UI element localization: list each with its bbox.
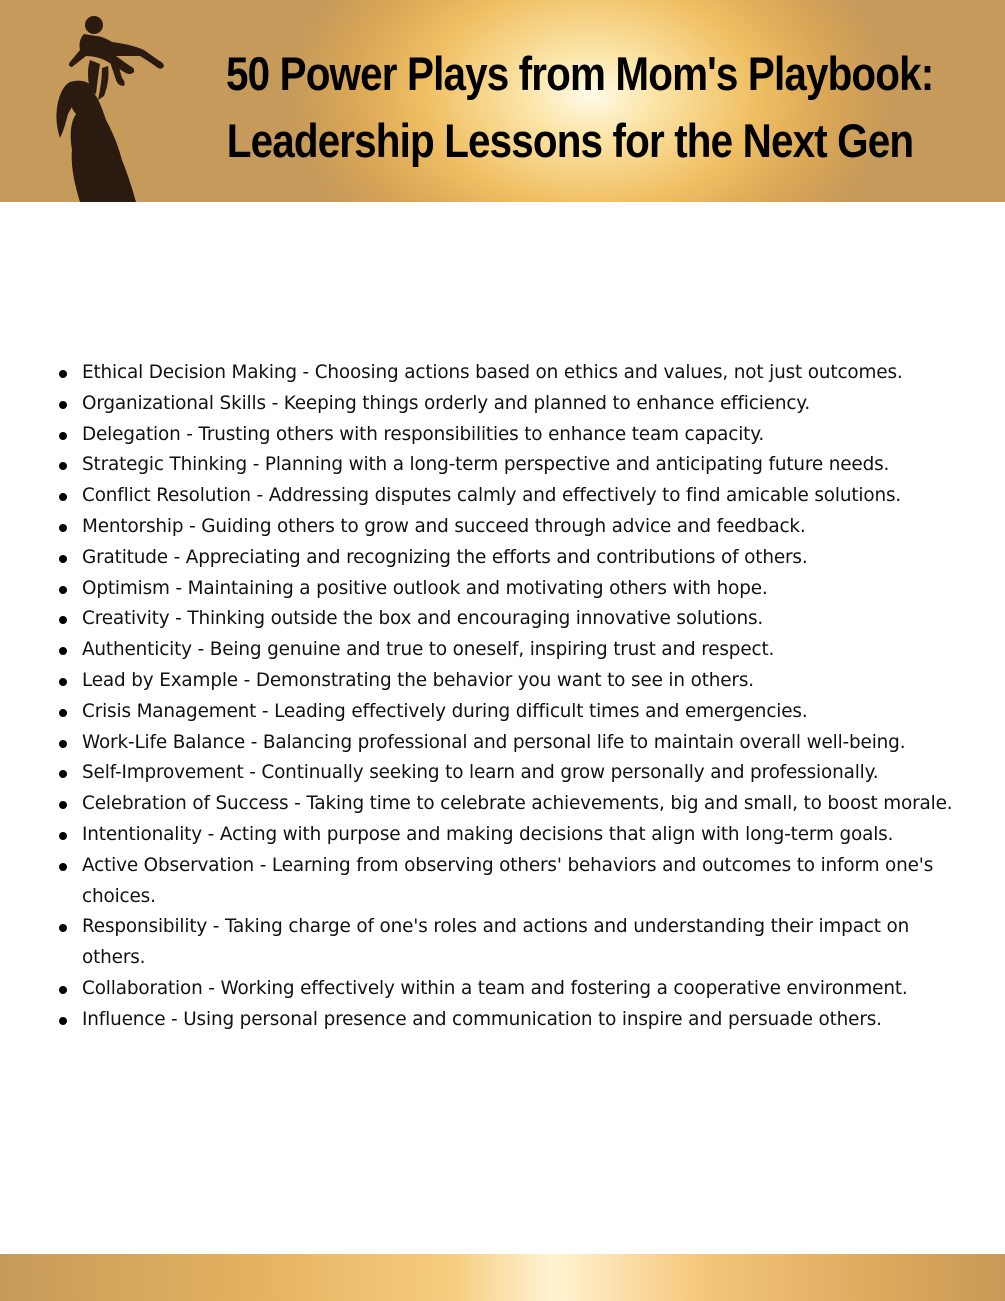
list-item: Authenticity - Being genuine and true to oneself, inspiring trust and respect. bbox=[56, 635, 956, 666]
header-banner bbox=[0, 0, 1005, 202]
list-item: Self-Improvement - Continually seeking to learn and grow personally and professionally. bbox=[56, 758, 956, 789]
list-item: Lead by Example - Demonstrating the behavior you want to see in others. bbox=[56, 666, 956, 697]
mother-child-silhouette-icon bbox=[40, 10, 190, 202]
list-item: Responsibility - Taking charge of one's roles and actions and understanding their impact on others. bbox=[56, 912, 956, 974]
list-item: Gratitude - Appreciating and recognizing the efforts and contributions of others. bbox=[56, 543, 956, 574]
list-item: Work-Life Balance - Balancing professional and personal life to maintain overall well-being. bbox=[56, 728, 956, 759]
list-item: Mentorship - Guiding others to grow and succeed through advice and feedback. bbox=[56, 512, 956, 543]
lessons-section bbox=[56, 358, 956, 1036]
list-item: Active Observation - Learning from observing others' behaviors and outcomes to inform one's choices. bbox=[56, 851, 956, 913]
page-title-line-2: Leadership Lessons for the Next Gen bbox=[226, 114, 914, 167]
footer-banner bbox=[0, 1254, 1005, 1301]
page-title-line-1: 50 Power Plays from Mom's Playbook: bbox=[226, 47, 934, 100]
list-item: Creativity - Thinking outside the box and encouraging innovative solutions. bbox=[56, 604, 956, 635]
list-item: Collaboration - Working effectively within a team and fostering a cooperative environment. bbox=[56, 974, 956, 1005]
list-item: Strategic Thinking - Planning with a long-term perspective and anticipating future needs. bbox=[56, 450, 956, 481]
list-item: Celebration of Success - Taking time to celebrate achievements, big and small, to boost morale. bbox=[56, 789, 956, 820]
list-item: Conflict Resolution - Addressing disputes calmly and effectively to find amicable solutions. bbox=[56, 481, 956, 512]
lessons-list bbox=[56, 358, 956, 1036]
list-item: Intentionality - Acting with purpose and making decisions that align with long-term goals. bbox=[56, 820, 956, 851]
list-item: Organizational Skills - Keeping things orderly and planned to enhance efficiency. bbox=[56, 389, 956, 420]
list-item: Ethical Decision Making - Choosing actions based on ethics and values, not just outcomes. bbox=[56, 358, 956, 389]
list-item: Optimism - Maintaining a positive outlook and motivating others with hope. bbox=[56, 574, 956, 605]
list-item: Delegation - Trusting others with responsibilities to enhance team capacity. bbox=[56, 420, 956, 451]
list-item: Influence - Using personal presence and communication to inspire and persuade others. bbox=[56, 1005, 956, 1036]
list-item: Crisis Management - Leading effectively during difficult times and emergencies. bbox=[56, 697, 956, 728]
